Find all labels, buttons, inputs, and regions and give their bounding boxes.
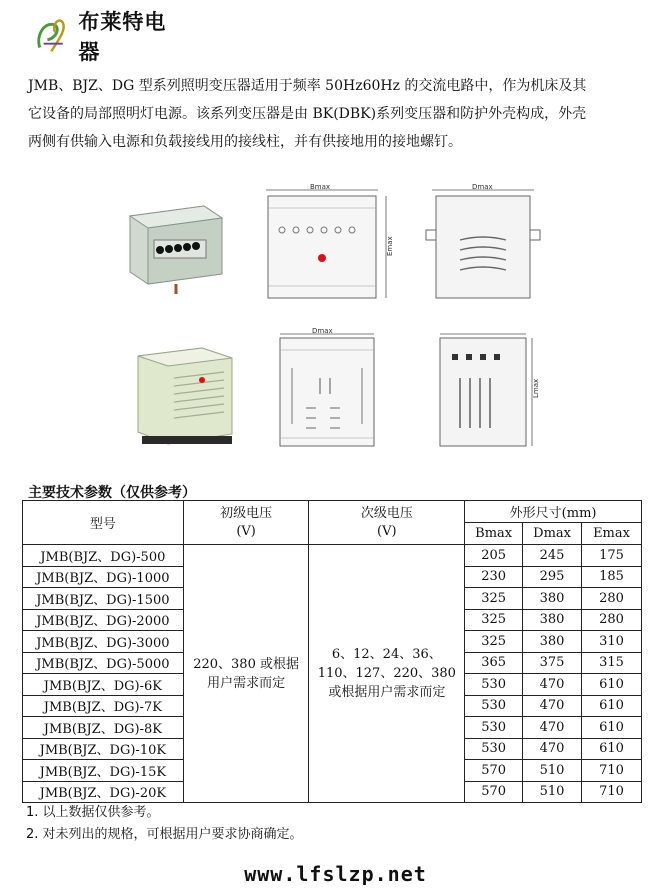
cell-model: JMB(BJZ、DG)-5000 — [23, 652, 184, 674]
cell-model: JMB(BJZ、DG)-1000 — [23, 566, 184, 588]
cell-emax: 310 — [582, 631, 642, 653]
front-view-drawing-small — [258, 182, 394, 302]
product-photo-small-transformer — [118, 188, 238, 298]
side-view-drawing-large — [430, 328, 540, 454]
header-dmax: Dmax — [523, 523, 582, 545]
cell-emax: 610 — [582, 717, 642, 739]
cell-model: JMB(BJZ、DG)-3000 — [23, 631, 184, 653]
cell-dmax: 380 — [523, 588, 582, 610]
intro-paragraph — [28, 72, 648, 156]
cell-model: JMB(BJZ、DG)-10K — [23, 738, 184, 760]
cell-dmax: 510 — [523, 781, 582, 803]
cell-dmax: 295 — [523, 566, 582, 588]
cell-bmax: 325 — [465, 631, 523, 653]
header-secondary-label: 次级电压 — [360, 505, 413, 521]
dim-bmax-label: Bmax — [310, 183, 331, 191]
footer-url: www.lfslzp.net — [244, 862, 427, 886]
cell-emax: 610 — [582, 695, 642, 717]
primary-voltage-text: 220、380 或根据用户需求而定 — [193, 656, 299, 691]
notes — [26, 802, 303, 846]
intro-line-1: JMB、BJZ、DG 型系列照明变压器适用于频率 50Hz60Hz 的交流电路中，作为机床及其 — [28, 78, 587, 94]
cell-model: JMB(BJZ、DG)-2000 — [23, 609, 184, 631]
cell-bmax: 325 — [465, 588, 523, 610]
cell-model: JMB(BJZ、DG)-1500 — [23, 588, 184, 610]
cell-model: JMB(BJZ、DG)-7K — [23, 695, 184, 717]
cell-dmax: 470 — [523, 738, 582, 760]
cell-model: JMB(BJZ、DG)-8K — [23, 717, 184, 739]
cell-dmax: 375 — [523, 652, 582, 674]
header-emax: Emax — [582, 523, 642, 545]
cell-emax: 610 — [582, 674, 642, 696]
cell-bmax: 530 — [465, 717, 523, 739]
company-name: 布莱特电器 — [78, 10, 167, 64]
cell-emax: 280 — [582, 609, 642, 631]
header-model: 型号 — [23, 501, 184, 545]
spec-table — [22, 500, 642, 803]
cell-bmax: 530 — [465, 738, 523, 760]
cell-bmax: 530 — [465, 695, 523, 717]
header-size: 外形尺寸(mm) — [465, 501, 642, 523]
table-header-row — [23, 501, 642, 523]
cell-secondary-voltage — [309, 545, 465, 803]
cell-bmax: 570 — [465, 760, 523, 782]
cell-emax: 185 — [582, 566, 642, 588]
cell-bmax: 365 — [465, 652, 523, 674]
header-primary-label: 初级电压 — [220, 505, 273, 521]
cell-bmax: 325 — [465, 609, 523, 631]
front-view-drawing-large — [270, 328, 386, 454]
dim-dmax-label: Dmax — [472, 183, 493, 191]
table-title: 主要技术参数（仅供参考） — [28, 485, 196, 501]
cell-dmax: 470 — [523, 717, 582, 739]
side-view-drawing-small — [420, 182, 550, 302]
header-primary — [183, 501, 309, 545]
cell-bmax: 205 — [465, 545, 523, 567]
cell-bmax: 530 — [465, 674, 523, 696]
cell-emax: 315 — [582, 652, 642, 674]
header-primary-unit: (V) — [236, 523, 256, 539]
header-bmax: Bmax — [465, 523, 523, 545]
cell-dmax: 470 — [523, 674, 582, 696]
cell-emax: 710 — [582, 781, 642, 803]
company-logo — [34, 10, 184, 64]
cell-emax: 280 — [582, 588, 642, 610]
intro-line-2: 它设备的局部照明灯电源。该系列变压器是由 BK(DBK)系列变压器和防护外壳构成，外壳 — [28, 106, 587, 122]
cell-dmax: 245 — [523, 545, 582, 567]
brand-mark-icon — [34, 16, 74, 56]
cell-dmax: 510 — [523, 760, 582, 782]
note-2: 2. 对未列出的规格，可根据用户要求协商确定。 — [26, 827, 303, 842]
cell-model: JMB(BJZ、DG)-20K — [23, 781, 184, 803]
cell-primary-voltage — [183, 545, 309, 803]
dim-dmax-label-2: Dmax — [312, 328, 333, 335]
cell-emax: 710 — [582, 760, 642, 782]
cell-model: JMB(BJZ、DG)-6K — [23, 674, 184, 696]
product-photo-large-transformer — [132, 338, 242, 454]
cell-dmax: 380 — [523, 609, 582, 631]
cell-emax: 610 — [582, 738, 642, 760]
cell-emax: 175 — [582, 545, 642, 567]
secondary-voltage-text: 6、12、24、36、110、127、220、380 或根据用户需求而定 — [317, 647, 456, 700]
cell-model: JMB(BJZ、DG)-500 — [23, 545, 184, 567]
intro-line-3: 两侧有供输入电源和负载接线用的接线柱，并有供接地用的接地螺钉。 — [28, 134, 462, 150]
header-secondary — [309, 501, 465, 545]
cell-bmax: 570 — [465, 781, 523, 803]
dim-lmax-label: Lmax — [532, 378, 540, 398]
cell-dmax: 470 — [523, 695, 582, 717]
cell-model: JMB(BJZ、DG)-15K — [23, 760, 184, 782]
header-secondary-unit: (V) — [377, 523, 397, 539]
cell-dmax: 380 — [523, 631, 582, 653]
dim-emax-label: Emax — [386, 236, 394, 256]
table-row — [23, 545, 642, 567]
cell-bmax: 230 — [465, 566, 523, 588]
note-1: 1. 以上数据仅供参考。 — [26, 805, 160, 820]
